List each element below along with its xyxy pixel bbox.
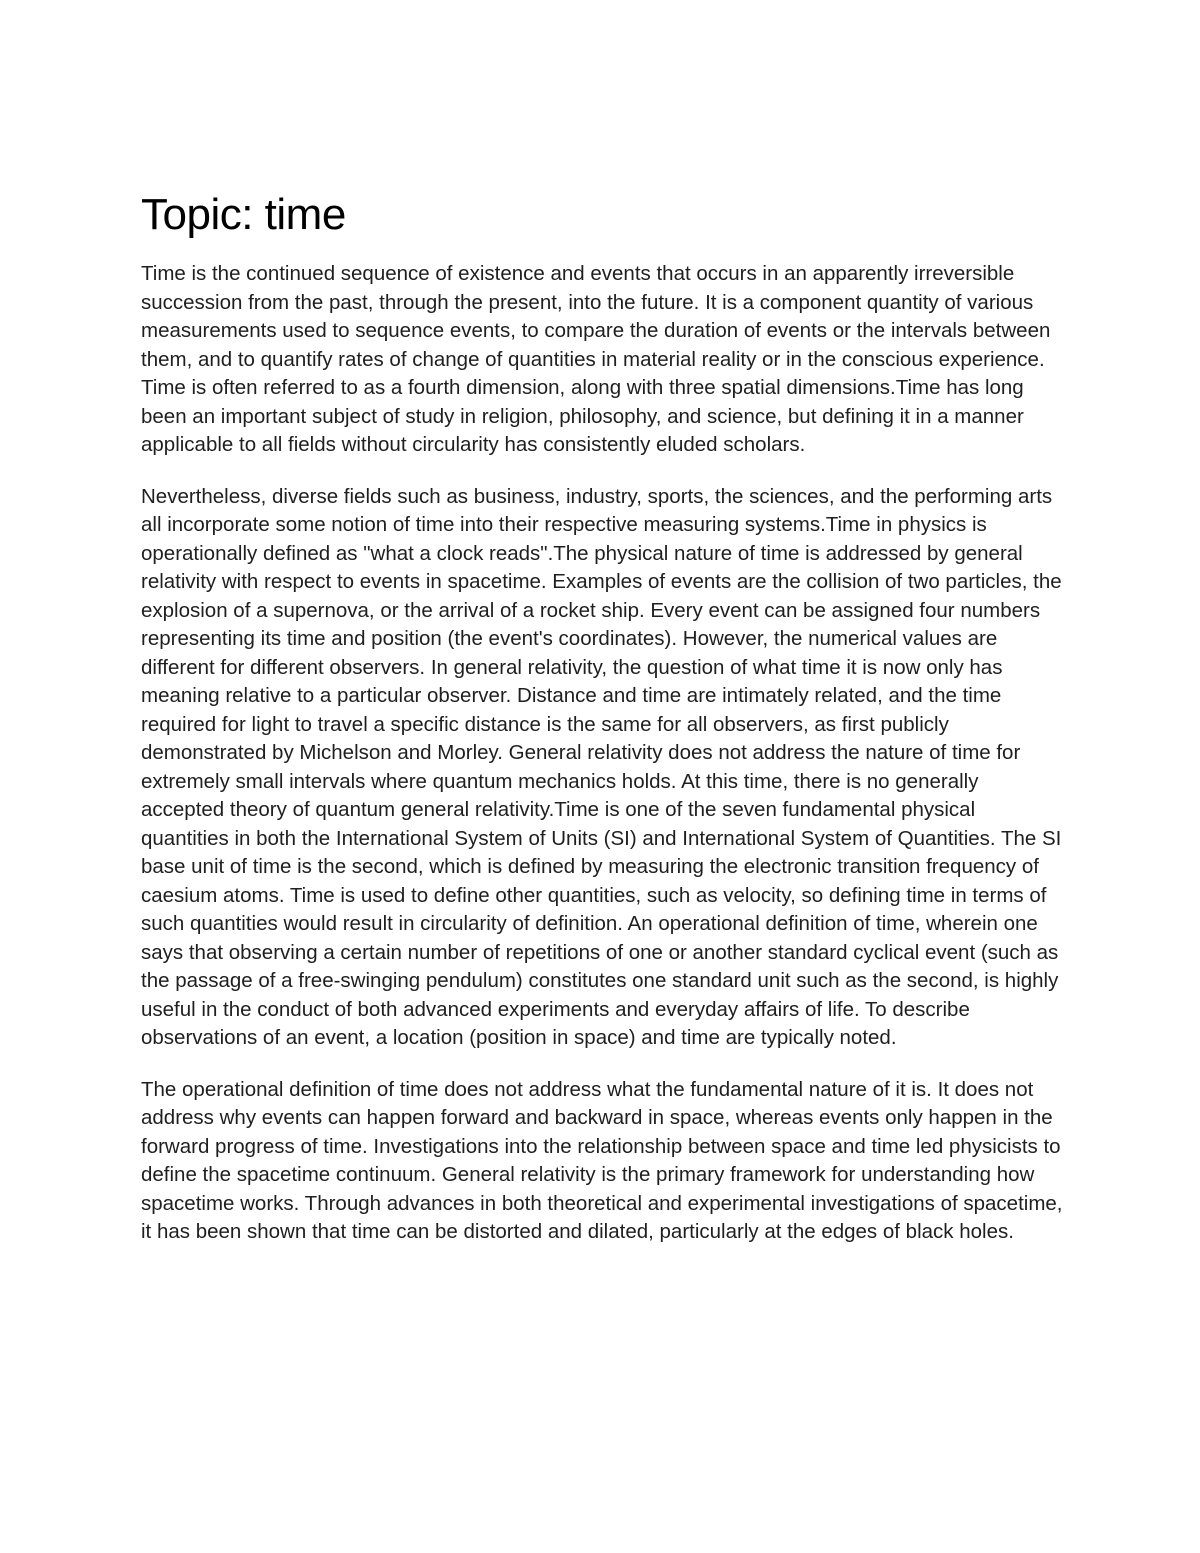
paragraph-1: Time is the continued sequence of existence and events that occurs in an apparently irreversible succession from the past, through the present, into the future. It is a component quantity of various measurements used to sequence events, to compare the duration of events or the intervals between them, and to quantify rates of change of quantities in material reality or in the conscious experience. Time is often referred to as a fourth dimension, along with three spatial dimensions.Time has long been an important subject of study in religion, philosophy, and science, but defining it in a manner applicable to all fields without circularity has consistently eluded scholars.	[141, 262, 1051, 456]
document-body	[141, 188, 1063, 1247]
paragraph-2: Nevertheless, diverse fields such as business, industry, sports, the sciences, and the performing arts all incorporate some notion of time into their respective measuring systems.Time in physics is operationally defined as "what a clock reads".The physical nature of time is addressed by general relativity with respect to events in spacetime. Examples of events are the collision of two particles, the explosion of a supernova, or the arrival of a rocket ship. Every event can be assigned four numbers representing its time and position (the event's coordinates). However, the numerical values are different for different observers. In general relativity, the question of what time it is now only has meaning relative to a particular observer. Distance and time are intimately related, and the time required for light to travel a specific distance is the same for all observers, as first publicly demonstrated by Michelson and Morley. General relativity does not address the nature of time for extremely small intervals where quantum mechanics holds. At this time, there is no generally accepted theory of quantum general relativity.Time is one of the seven fundamental physical quantities in both the International System of Units (SI) and International System of Quantities. The SI base unit of time is the second, which is defined by measuring the electronic transition frequency of caesium atoms. Time is used to define other quantities, such as velocity, so defining time in terms of such quantities would result in circularity of definition. An operational definition of time, wherein one says that observing a certain number of repetitions of one or another standard cyclical event (such as the passage of a free-swinging pendulum) constitutes one standard unit such as the second, is highly useful in the conduct of both advanced experiments and everyday affairs of life. To describe observations of an event, a location (position in space) and time are typically noted.	[141, 484, 1062, 1049]
document-title: Topic: time	[141, 190, 346, 239]
paragraph-3: The operational definition of time does not address what the fundamental nature of it is. It does not address why events can happen forward and backward in space, whereas events only happen in the forward progress of time. Investigations into the relationship between space and time led physicists to define the spacetime continuum. General relativity is the primary framework for understanding how spacetime works. Through advances in both theoretical and experimental investigations of spacetime, it has been shown that time can be distorted and dilated, particularly at the edges of black holes.	[141, 1077, 1063, 1243]
